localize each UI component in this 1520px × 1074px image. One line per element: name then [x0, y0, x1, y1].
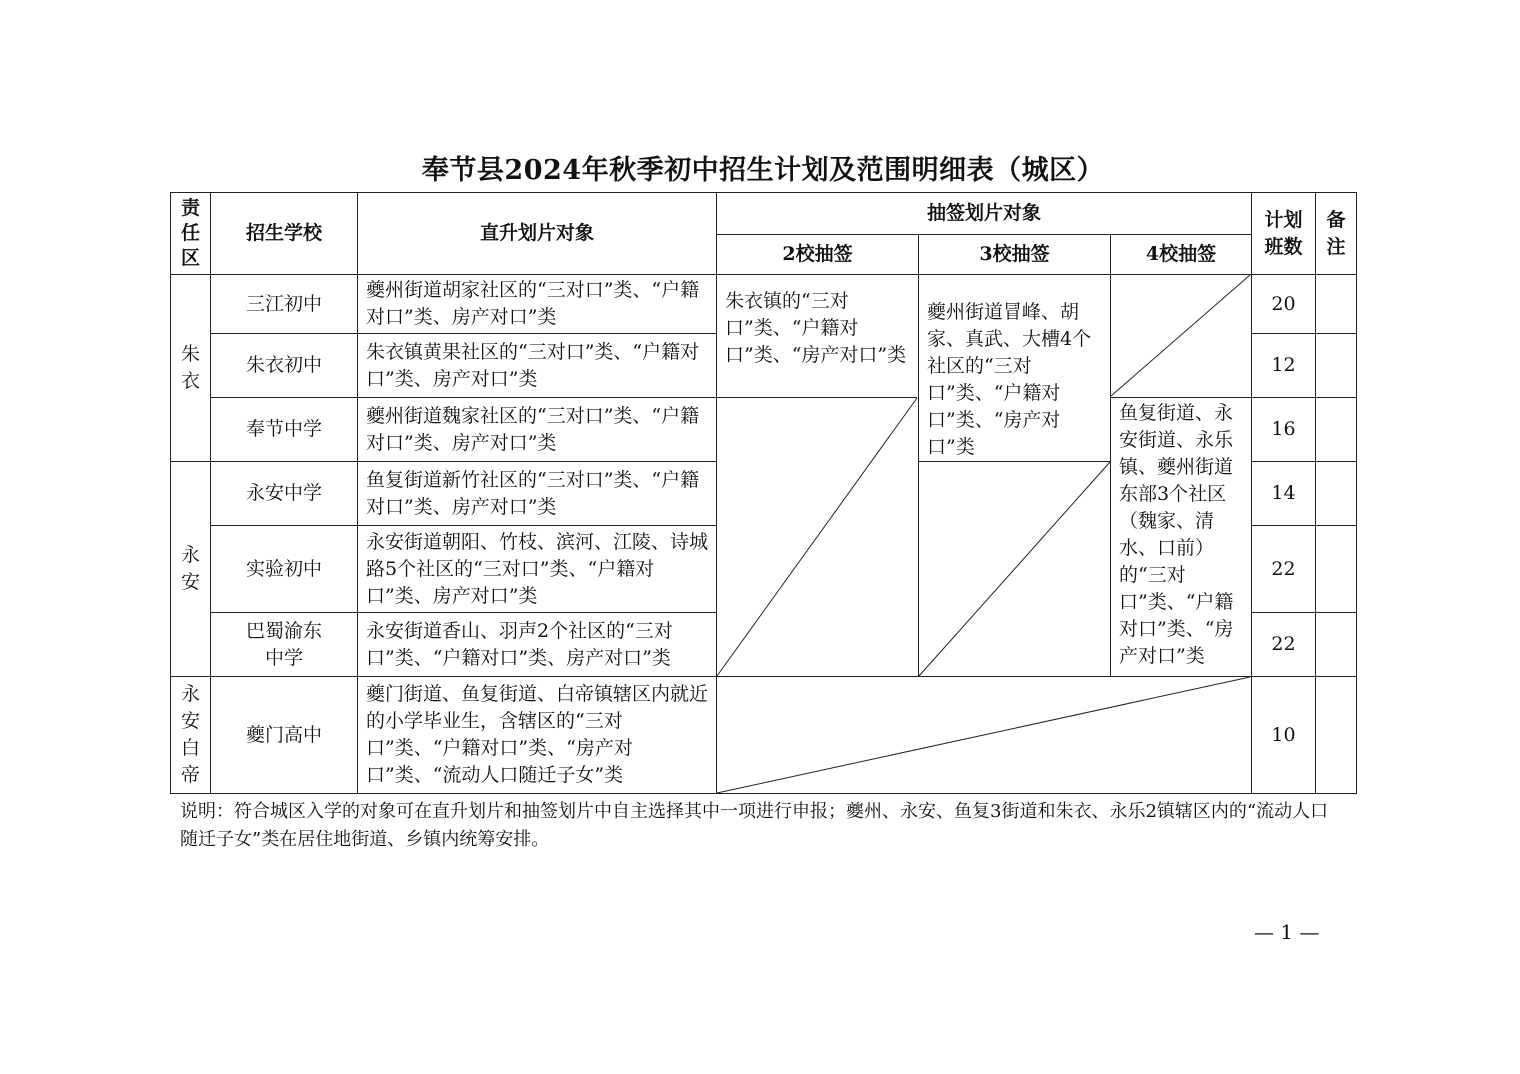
header-school: 招生学校 [245, 222, 322, 244]
school-name: 三江初中 [245, 292, 322, 315]
direct-scope: 永安街道香山、羽声2个社区的“三对口”类、“户籍对口”类、房产对口”类 [366, 619, 673, 669]
remarks-cell [1316, 526, 1356, 612]
remarks-cell [1316, 398, 1356, 461]
header-lottery-3: 3校抽签 [979, 243, 1050, 265]
header-district: 责任区 [180, 197, 200, 269]
remarks-cell [1316, 677, 1356, 793]
direct-scope: 朱衣镇黄果社区的“三对口”类、“户籍对口”类、房产对口”类 [366, 340, 700, 390]
header-lottery: 抽签划片对象 [926, 202, 1041, 224]
school-name: 夔门高中 [245, 723, 322, 746]
page-number: — 1 — [1254, 920, 1320, 944]
remarks-cell [1316, 613, 1356, 676]
class-count: 22 [1271, 557, 1296, 580]
direct-scope: 夔州街道魏家社区的“三对口”类、“户籍对口”类、房产对口”类 [366, 404, 700, 454]
remarks-cell [1316, 275, 1356, 333]
lottery-2-scope: 朱衣镇的“三对口”类、“户籍对口”类、“房产对口”类 [725, 290, 907, 366]
header-lottery-4: 4校抽签 [1145, 243, 1217, 265]
direct-scope: 夔州街道胡家社区的“三对口”类、“户籍对口”类、房产对口”类 [366, 279, 700, 328]
lottery-4-scope: 鱼复街道、永安街道、永乐镇、夔州街道东部3个社区（魏家、清水、口前）的“三对口”类、“户籍对口”类、“房产对口”类 [1119, 402, 1234, 667]
district-cell: 朱衣 [180, 343, 200, 392]
school-name: 奉节中学 [245, 418, 322, 440]
lottery-3-scope: 夔州街道冒峰、胡家、真武、大槽4个社区的“三对口”类、“户籍对口”类、“房产对口”类 [927, 301, 1092, 458]
class-count: 14 [1271, 482, 1296, 504]
class-count: 16 [1271, 418, 1296, 440]
direct-scope: 鱼复街道新竹社区的“三对口”类、“户籍对口”类、房产对口”类 [366, 468, 700, 518]
class-count: 22 [1271, 633, 1296, 655]
class-count: 20 [1271, 292, 1296, 315]
direct-scope: 永安街道朝阳、竹枝、滨河、江陵、诗城路5个社区的“三对口”类、“户籍对口”类、房产对口”类 [366, 530, 709, 607]
direct-scope: 夔门街道、鱼复街道、白帝镇辖区内就近的小学毕业生，含辖区的“三对口”类、“户籍对口”类、“房产对口”类、“流动人口随迁子女”类 [366, 683, 709, 786]
header-direct: 直升划片对象 [479, 222, 594, 244]
school-name: 朱衣初中 [245, 354, 322, 376]
remarks-cell [1316, 334, 1356, 397]
school-name: 巴蜀渝东中学 [245, 619, 322, 669]
page-title: 奉节县2024年秋季初中招生计划及范围明细表（城区） [421, 155, 1105, 186]
header-lottery-2: 2校抽签 [782, 243, 853, 265]
school-name: 永安中学 [245, 482, 322, 504]
header-remarks: 备注 [1326, 208, 1346, 258]
explanatory-note: 说明：符合城区入学的对象可在直升划片和抽签划片中自主选择其中一项进行申报；夔州、永安、鱼复3街道和朱衣、永乐2镇辖区内的“流动人口随迁子女”类在居住地街道、乡镇内统筹安排。 [180, 801, 1329, 850]
district-cell: 永安白帝 [180, 683, 200, 786]
district-cell: 永安 [180, 544, 200, 593]
class-count: 12 [1271, 354, 1296, 376]
class-count: 10 [1271, 723, 1296, 746]
school-name: 实验初中 [245, 557, 322, 580]
header-classes: 计划班数 [1264, 208, 1303, 258]
remarks-cell [1316, 462, 1356, 525]
